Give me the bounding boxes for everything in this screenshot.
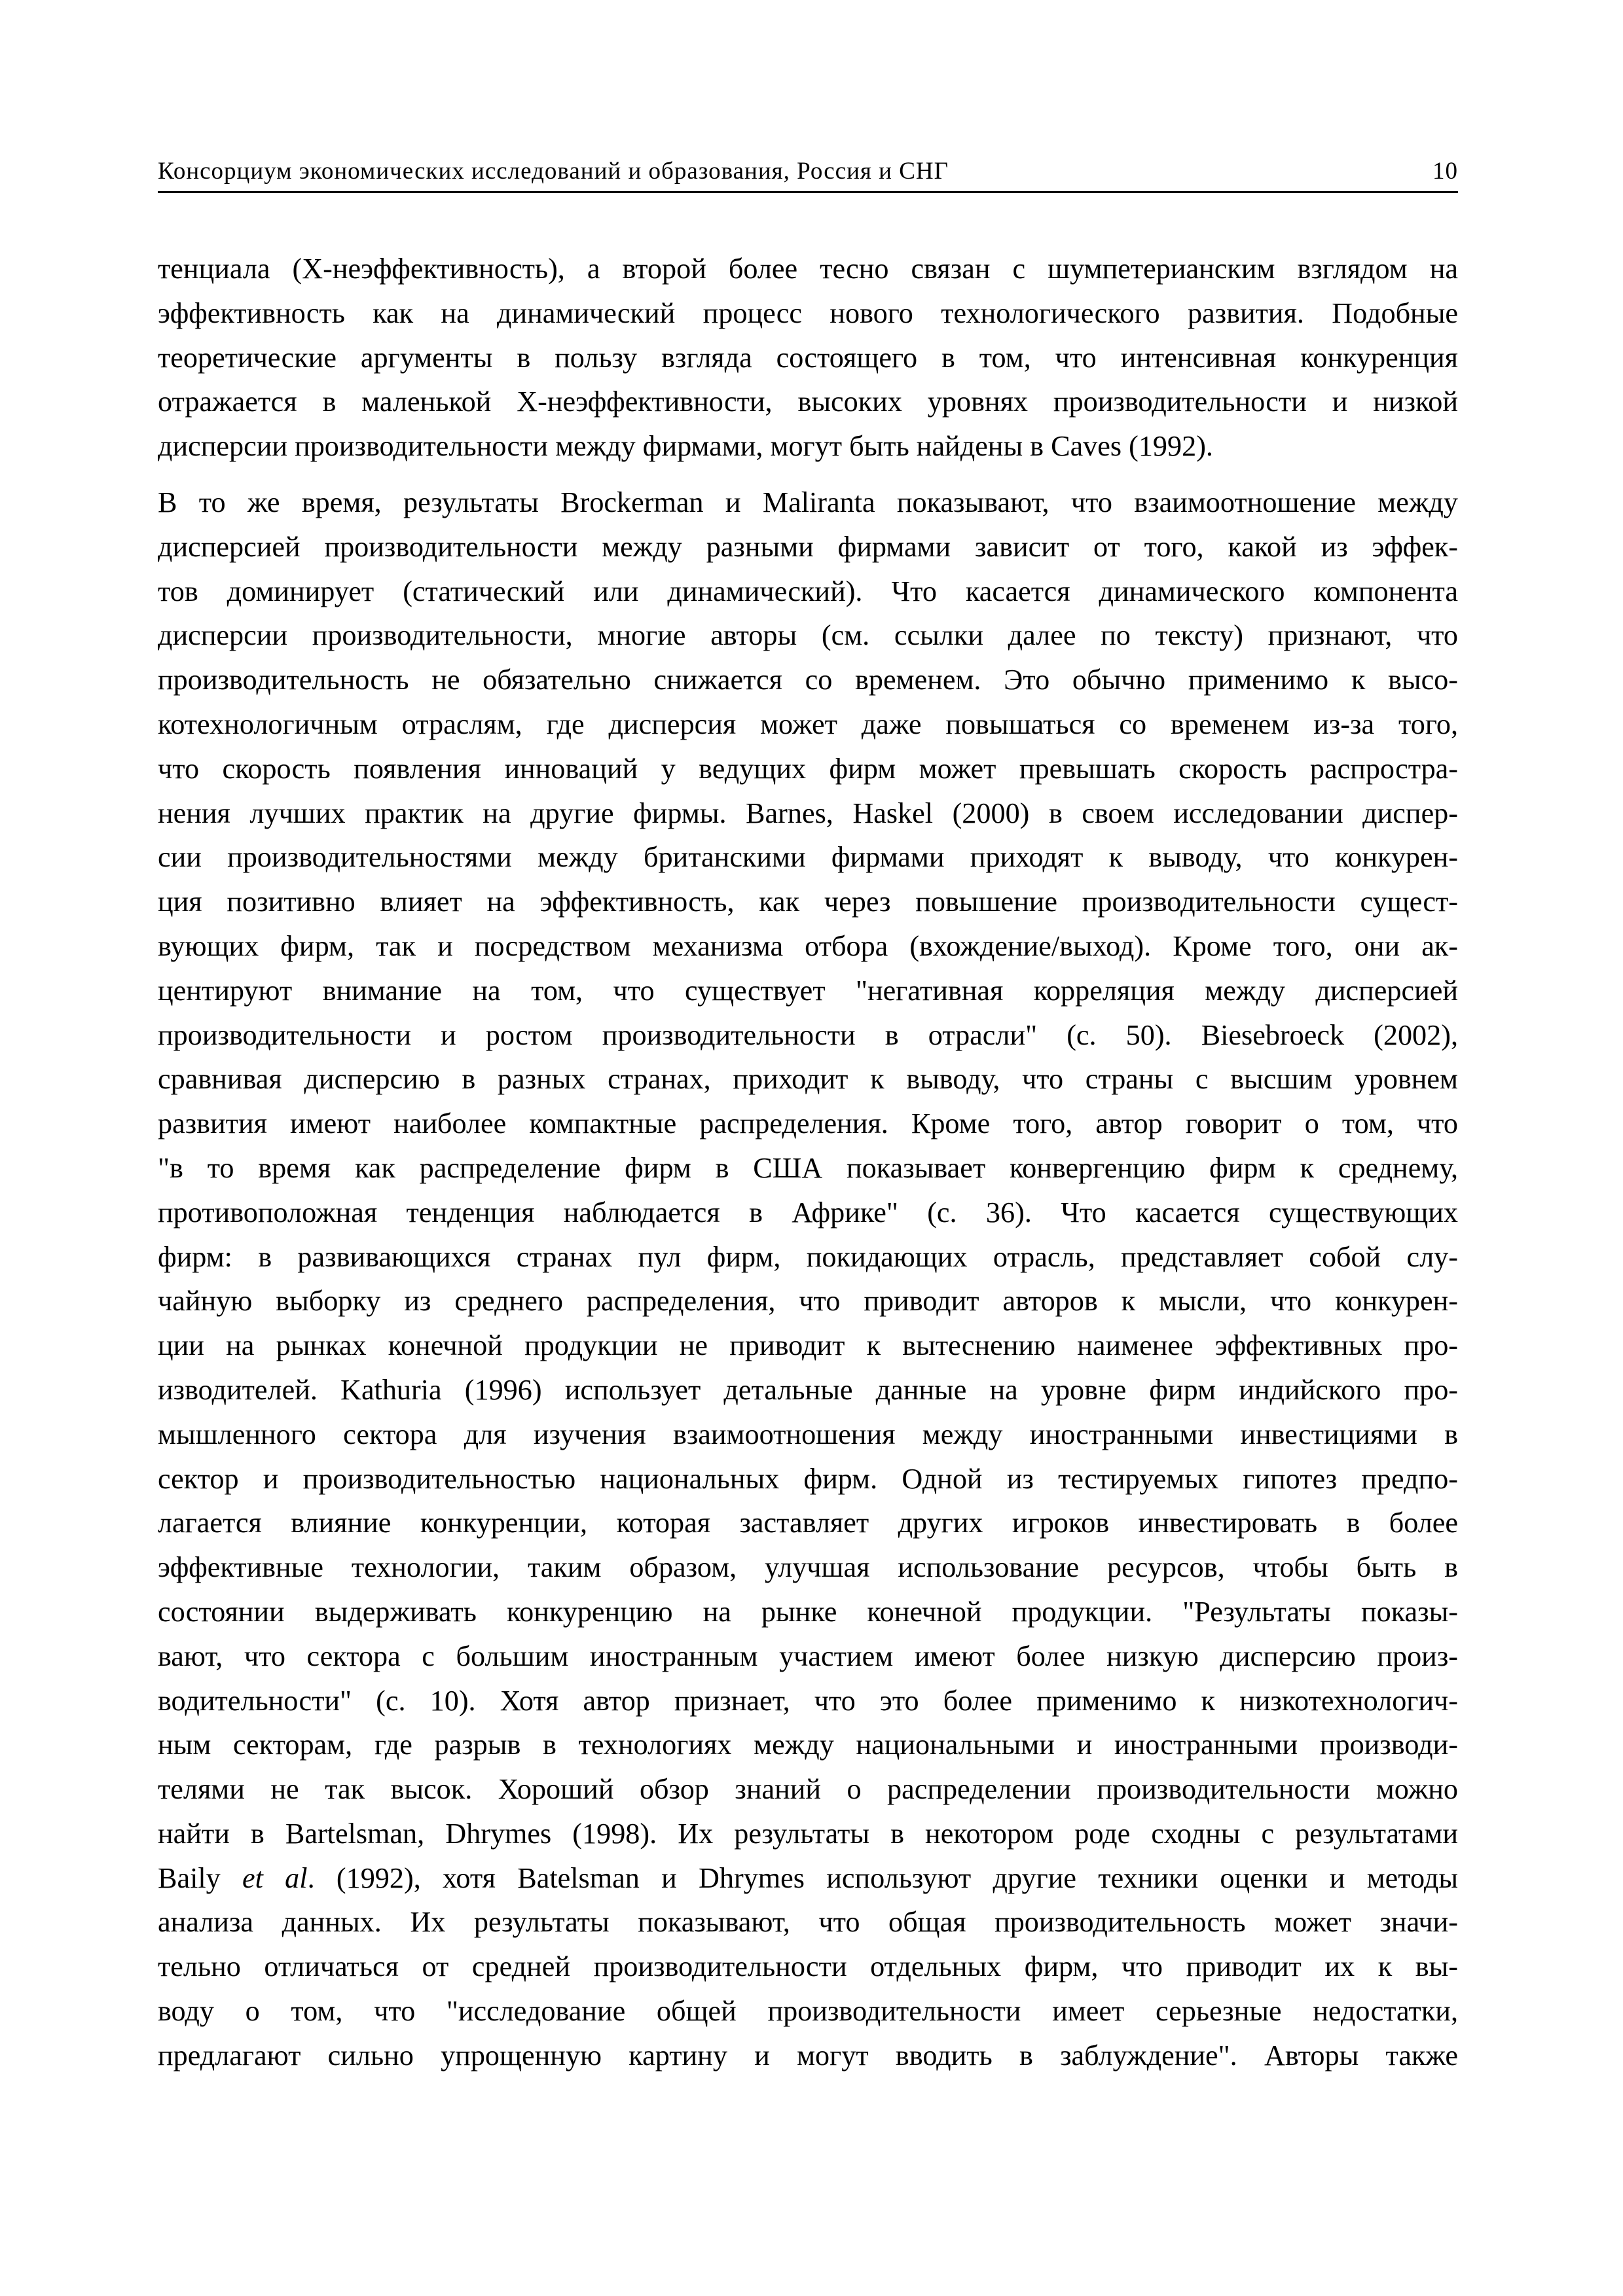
text-line: изводителей. Kathuria (1996) использует детальные данные на уровне фирм индийского про- bbox=[158, 1373, 1458, 1406]
paragraph-2 bbox=[158, 480, 1458, 2078]
text-line: чайную выборку из среднего распределения, что приводит авторов к мысли, что конкурен- bbox=[158, 1285, 1458, 1318]
text-line: производительности и ростом производительности в отрасли" (c. 50). Biesebroeck (2002), bbox=[158, 1018, 1458, 1051]
text-line: "в то время как распределение фирм в США показывает конвергенцию фирм к среднему, bbox=[158, 1151, 1458, 1184]
text-line: лагается влияние конкуренции, которая заставляет других игроков инвестировать в более bbox=[158, 1507, 1458, 1539]
text-line: что скорость появления инноваций у ведущих фирм может превышать скорость распростра- bbox=[158, 752, 1458, 785]
text-line: вующих фирм, так и посредством механизма отбора (вхождение/выход). Кроме того, они ак- bbox=[158, 929, 1458, 962]
text-line: сектор и производительностью национальных фирм. Одной из тестируемых гипотез предпо- bbox=[158, 1462, 1458, 1495]
text-line: производительность не обязательно снижается со временем. Это обычно применимо к высо- bbox=[158, 664, 1458, 696]
text-line: телями не так высок. Хороший обзор знаний о распределении производительности можно bbox=[158, 1773, 1458, 1806]
text-line: найти в Bartelsman, Dhrymes (1998). Их результаты в некотором роде сходны с результатами bbox=[158, 1817, 1458, 1850]
paragraph-1 bbox=[158, 247, 1458, 469]
text-line: ции на рынках конечной продукции не приводит к вытеснению наименее эффективных про- bbox=[158, 1329, 1458, 1362]
text-fragment: Baily bbox=[158, 1861, 243, 1894]
text-line: ция позитивно влияет на эффективность, как через повышение производительности сущест- bbox=[158, 886, 1458, 918]
text-line: сии производительностями между британскими фирмами приходят к выводу, что конкурен- bbox=[158, 841, 1458, 874]
text-fragment: . (1992), хотя Batelsman и Dhrymes используют другие техники оценки и методы bbox=[307, 1861, 1459, 1894]
text-line: тов доминирует (статический или динамический). Что касается динамического компонента bbox=[158, 575, 1458, 607]
italic-fragment: et al bbox=[242, 1861, 308, 1894]
text-line: В то же время, результаты Brockerman и Maliranta показывают, что взаимоотношение между bbox=[158, 486, 1458, 518]
text-line: развития имеют наиболее компактные распределения. Кроме того, автор говорит о том, что bbox=[158, 1107, 1458, 1140]
text-line: водительности" (с. 10). Хотя автор признает, что это более применимо к низкотехнологич- bbox=[158, 1684, 1458, 1717]
text-line: вают, что сектора с большим иностранным участием имеют более низкую дисперсию произ- bbox=[158, 1640, 1458, 1672]
page-number: 10 bbox=[1432, 158, 1458, 185]
text-line: противоположная тенденция наблюдается в Африке" (c. 36). Что касается существующих bbox=[158, 1196, 1458, 1229]
text-line: дисперсии производительности, многие авторы (см. ссылки далее по тексту) признают, что bbox=[158, 619, 1458, 652]
text-line: дисперсией производительности между разными фирмами зависит от того, какой из эффек- bbox=[158, 530, 1458, 563]
text-line: анализа данных. Их результаты показывают, что общая производительность может значи- bbox=[158, 1906, 1458, 1939]
text-line: воду о том, что "исследование общей производительности имеет серьезные недостатки, bbox=[158, 1995, 1458, 2028]
text-line: мышленного сектора для изучения взаимоотношения между иностранными инвестициями в bbox=[158, 1418, 1458, 1450]
text-line: эффективные технологии, таким образом, улучшая использование ресурсов, чтобы быть в bbox=[158, 1551, 1458, 1584]
body-text bbox=[158, 247, 1458, 2078]
text-line: теоретические аргументы в пользу взгляда состоящего в том, что интенсивная конкуренция bbox=[158, 341, 1458, 374]
text-line-with-italic bbox=[158, 1856, 1458, 1901]
text-line: тенциала (Х-неэффективность), а второй более тесно связан с шумпетерианским взглядом на bbox=[158, 253, 1458, 285]
text-line: ным секторам, где разрыв в технологиях между национальными и иностранными производи- bbox=[158, 1729, 1458, 1761]
text-line: тельно отличаться от средней производительности отдельных фирм, что приводит их к вы- bbox=[158, 1950, 1458, 1983]
text-line: центируют внимание на том, что существует "негативная корреляция между дисперсией bbox=[158, 974, 1458, 1007]
text-line: эффективность как на динамический процесс нового технологического развития. Подобные bbox=[158, 296, 1458, 329]
text-line: отражается в маленькой Х-неэффективности, высоких уровнях производительности и низкой bbox=[158, 386, 1458, 418]
running-header bbox=[158, 154, 1458, 193]
text-line: нения лучших практик на другие фирмы. Barnes, Haskel (2000) в своем исследовании диспер- bbox=[158, 797, 1458, 829]
text-line: состоянии выдерживать конкуренцию на рынке конечной продукции. "Результаты показы- bbox=[158, 1595, 1458, 1628]
text-line: котехнологичным отраслям, где дисперсия может даже повышаться со временем из-за того, bbox=[158, 708, 1458, 740]
header-title: Консорциум экономических исследований и образования, Россия и СНГ bbox=[158, 158, 949, 185]
text-line: предлагают сильно упрощенную картину и могут вводить в заблуждение". Авторы также bbox=[158, 2039, 1458, 2072]
text-line: дисперсии производительности между фирмами, могут быть найдены в Caves (1992). bbox=[158, 430, 1213, 463]
text-line: фирм: в развивающихся странах пул фирм, покидающих отрасль, представляет собой слу- bbox=[158, 1240, 1458, 1273]
text-line: сравнивая дисперсию в разных странах, приходит к выводу, что страны с высшим уровнем bbox=[158, 1063, 1458, 1096]
